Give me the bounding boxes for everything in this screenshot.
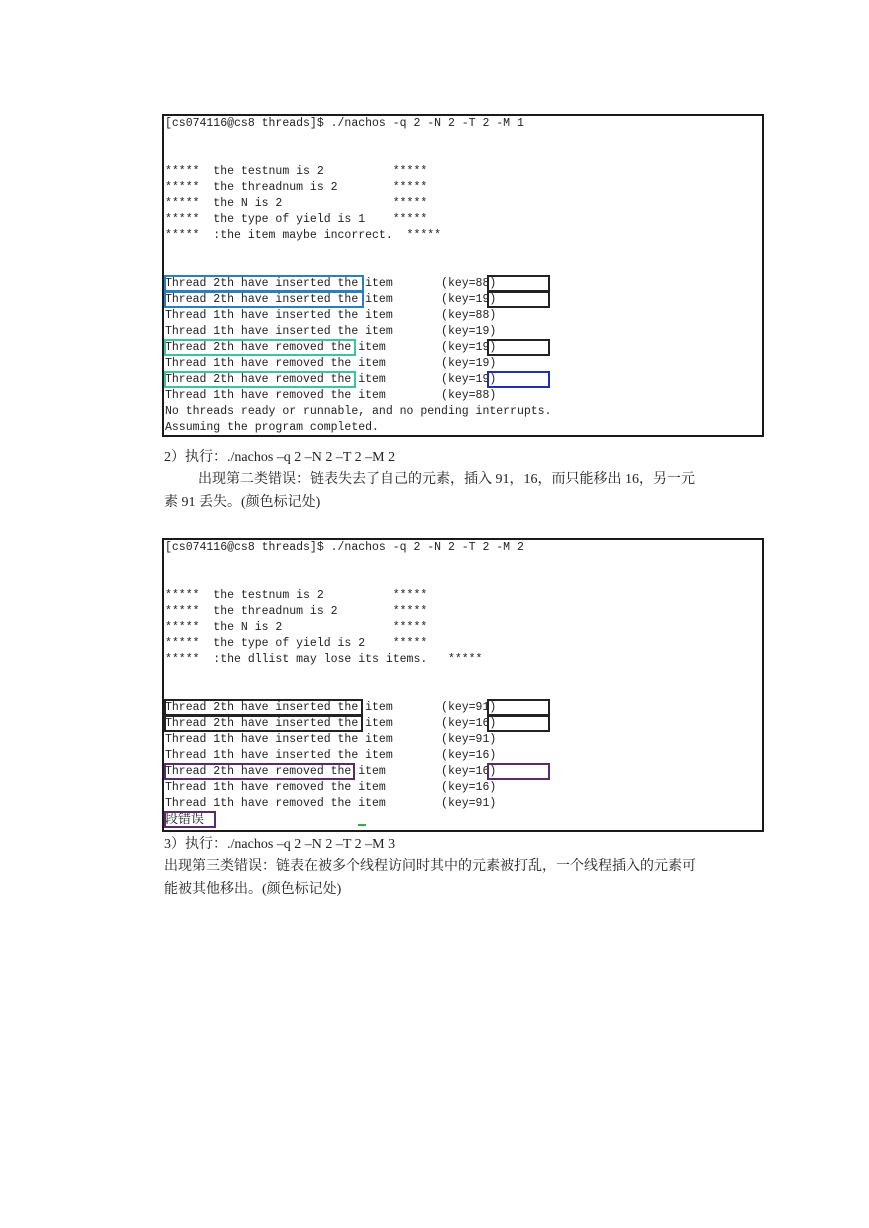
highlight-box-key bbox=[487, 291, 550, 308]
highlight-box-key bbox=[487, 699, 550, 716]
terminal-line: ***** :the dllist may lose its items. ***** bbox=[165, 653, 483, 666]
terminal-screenshot-2 bbox=[162, 538, 764, 832]
highlight-box-green bbox=[164, 371, 356, 388]
terminal-line: Thread 2th have inserted the item (key=19) bbox=[165, 293, 497, 306]
highlight-box-key bbox=[487, 715, 550, 732]
terminal-line: ***** the threadnum is 2 ***** bbox=[165, 605, 428, 618]
highlight-box-purple bbox=[164, 811, 216, 828]
terminal-line: [cs074116@cs8 threads]$ ./nachos -q 2 -N 2 -T 2 -M 1 bbox=[165, 117, 524, 130]
highlight-box-purple bbox=[164, 763, 355, 780]
terminal-line: ***** the threadnum is 2 ***** bbox=[165, 181, 428, 194]
terminal-line: ***** the testnum is 2 ***** bbox=[165, 165, 428, 178]
terminal-line: ***** the N is 2 ***** bbox=[165, 197, 428, 210]
terminal-line: Assuming the program completed. bbox=[165, 421, 379, 434]
terminal-line: Thread 2th have removed the item (key=19) bbox=[165, 373, 497, 386]
terminal-cursor bbox=[358, 824, 366, 826]
highlight-box-dark bbox=[164, 699, 363, 716]
highlight-box-key bbox=[487, 371, 550, 388]
terminal-line-segfault: 段错误 bbox=[165, 812, 205, 827]
terminal-line: Thread 1th have removed the item (key=19) bbox=[165, 357, 497, 370]
terminal-line: Thread 1th have inserted the item (key=16) bbox=[165, 749, 497, 762]
terminal-line: Thread 2th have inserted the item (key=16) bbox=[165, 717, 497, 730]
step2-heading: 2）执行：./nachos –q 2 –N 2 –T 2 –M 2 bbox=[164, 450, 396, 465]
step2-description-line1: 出现第二类错误：链表失去了自己的元素，插入 91，16，而只能移出 16，另一元 bbox=[198, 472, 695, 487]
terminal-line: Thread 1th have removed the item (key=91) bbox=[165, 797, 497, 810]
highlight-box-blue bbox=[164, 291, 364, 308]
step2-description-line2: 素 91 丢失。(颜色标记处) bbox=[164, 495, 321, 510]
terminal-line: Thread 2th have inserted the item (key=88) bbox=[165, 277, 497, 290]
highlight-box-dark bbox=[164, 715, 363, 732]
terminal-line: Thread 1th have removed the item (key=88) bbox=[165, 389, 497, 402]
terminal-line: ***** the testnum is 2 ***** bbox=[165, 589, 428, 602]
terminal-line: ***** :the item maybe incorrect. ***** bbox=[165, 229, 442, 242]
highlight-box-green bbox=[164, 339, 356, 356]
terminal-line: No threads ready or runnable, and no pending interrupts. bbox=[165, 405, 552, 418]
terminal-line: Thread 2th have inserted the item (key=91) bbox=[165, 701, 497, 714]
terminal-line: [cs074116@cs8 threads]$ ./nachos -q 2 -N 2 -T 2 -M 2 bbox=[165, 541, 524, 554]
highlight-box-key bbox=[487, 763, 550, 780]
terminal-line: Thread 2th have removed the item (key=19) bbox=[165, 341, 497, 354]
terminal-line: Thread 1th have removed the item (key=16) bbox=[165, 781, 497, 794]
highlight-box-key bbox=[487, 339, 550, 356]
step3-heading: 3）执行：./nachos –q 2 –N 2 –T 2 –M 3 bbox=[164, 837, 396, 852]
terminal-line: Thread 1th have inserted the item (key=88) bbox=[165, 309, 497, 322]
step3-description-line1: 出现第三类错误：链表在被多个线程访问时其中的元素被打乱，一个线程插入的元素可 bbox=[164, 859, 696, 874]
step3-description-line2: 能被其他移出。(颜色标记处) bbox=[164, 882, 342, 897]
terminal-screenshot-1 bbox=[162, 114, 764, 437]
highlight-box-key bbox=[487, 275, 550, 292]
highlight-box-blue bbox=[164, 275, 364, 292]
terminal-line: Thread 2th have removed the item (key=16) bbox=[165, 765, 497, 778]
terminal-line: ***** the N is 2 ***** bbox=[165, 621, 428, 634]
terminal-line: Thread 1th have inserted the item (key=91) bbox=[165, 733, 497, 746]
terminal-line: ***** the type of yield is 1 ***** bbox=[165, 213, 428, 226]
terminal-line: Thread 1th have inserted the item (key=19) bbox=[165, 325, 497, 338]
terminal-line: ***** the type of yield is 2 ***** bbox=[165, 637, 428, 650]
